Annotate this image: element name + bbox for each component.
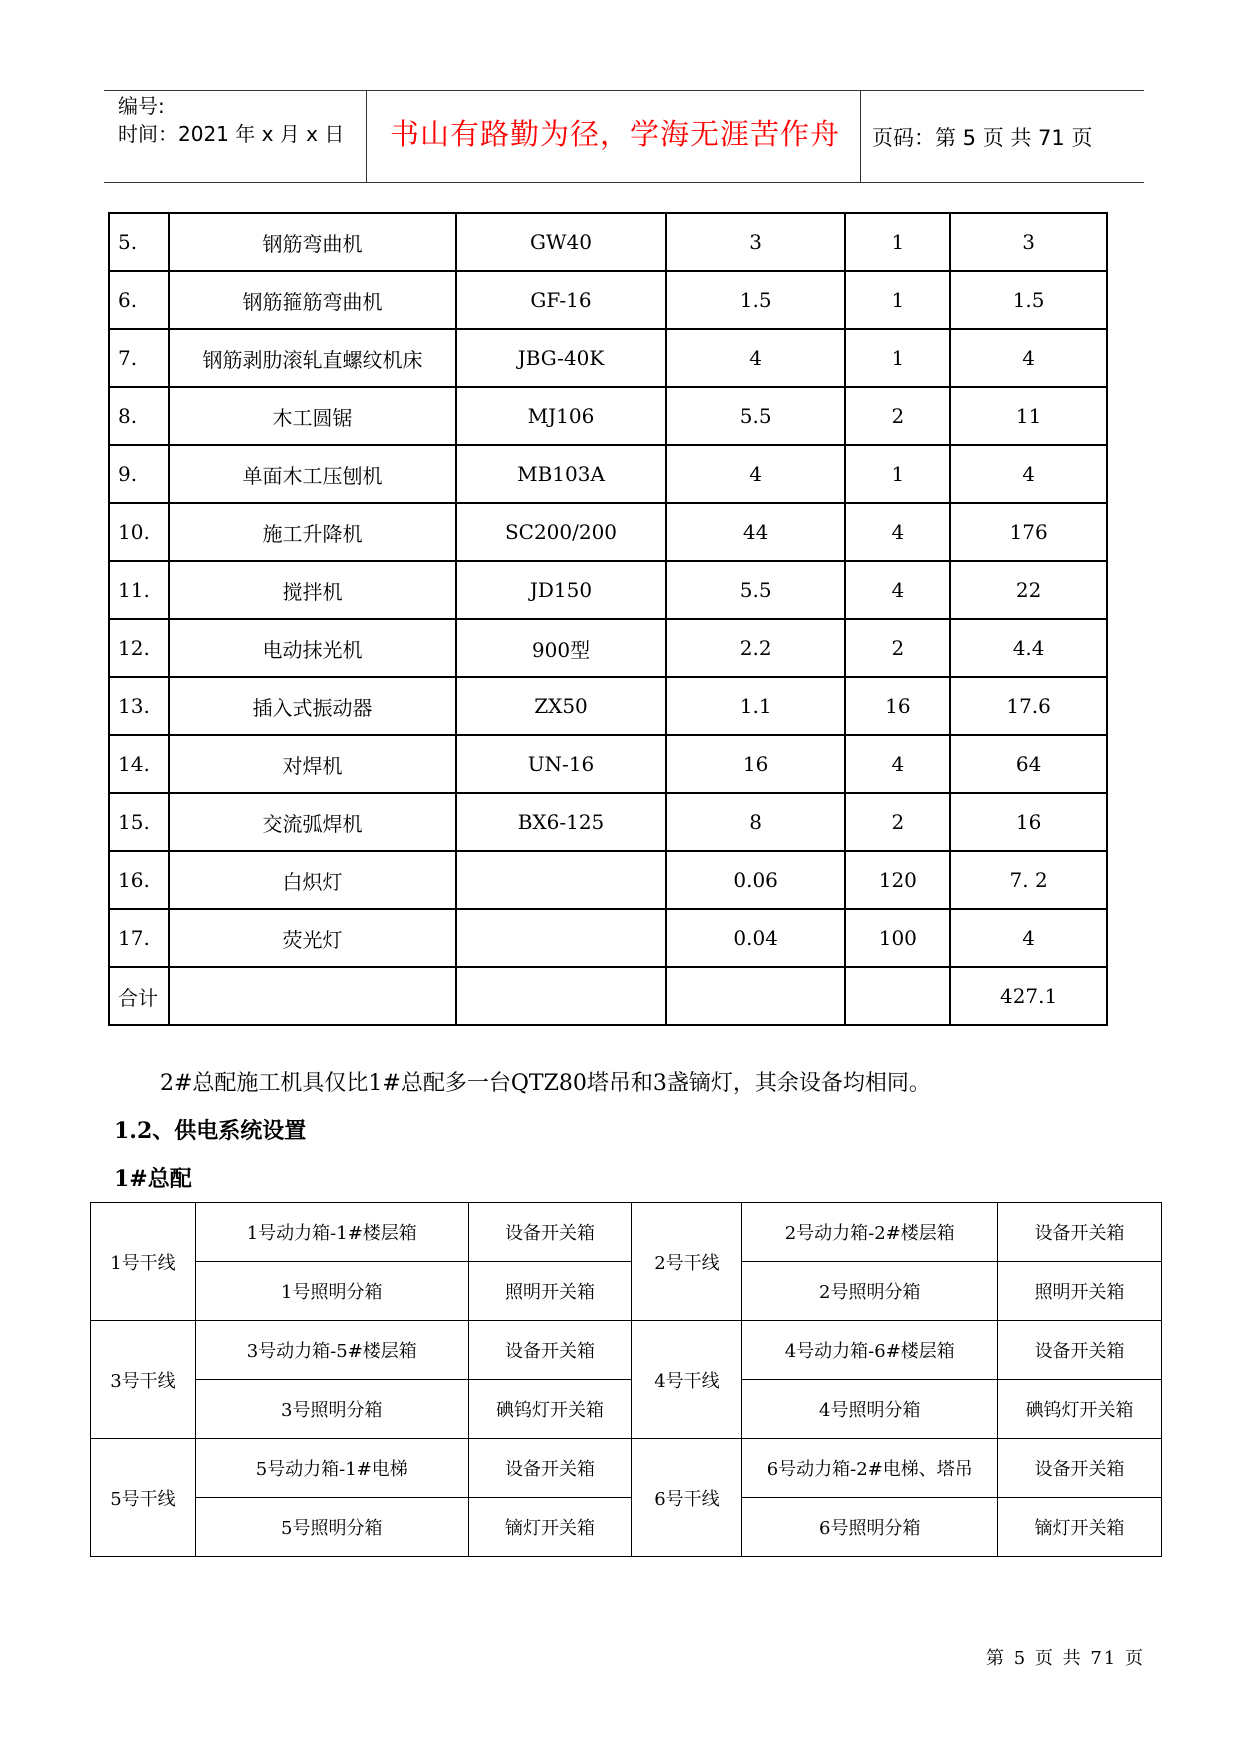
- cell-no: 6.: [109, 271, 169, 329]
- cell-power: 44: [666, 503, 846, 561]
- cell-no: 13.: [109, 677, 169, 735]
- cell-box-b: 6号照明分箱: [742, 1498, 998, 1557]
- table-row: [91, 1203, 1162, 1262]
- subsection-title: 1#总配: [114, 1166, 192, 1192]
- cell-power: [666, 967, 846, 1025]
- cell-sw-b: 照明开关箱: [998, 1262, 1162, 1321]
- cell-no: 9.: [109, 445, 169, 503]
- cell-model: BX6-125: [456, 793, 666, 851]
- cell-qty: 1: [845, 213, 950, 271]
- cell-name: 白炽灯: [169, 851, 456, 909]
- cell-qty: 4: [845, 561, 950, 619]
- cell-qty: 100: [845, 909, 950, 967]
- cell-model: JD150: [456, 561, 666, 619]
- cell-name: 交流弧焊机: [169, 793, 456, 851]
- cell-sw-b: 设备开关箱: [998, 1321, 1162, 1380]
- table-row: [109, 271, 1107, 329]
- cell-name: 木工圆锯: [169, 387, 456, 445]
- cell-name: 搅拌机: [169, 561, 456, 619]
- cell-box-a: 5号照明分箱: [195, 1498, 468, 1557]
- cell-qty: 2: [845, 387, 950, 445]
- cell-power: 0.06: [666, 851, 846, 909]
- cell-sw-a: 设备开关箱: [468, 1321, 632, 1380]
- table-row: [109, 619, 1107, 677]
- equipment-table: [108, 212, 1108, 1026]
- cell-sw-a: 碘钨灯开关箱: [468, 1380, 632, 1439]
- table-row: [109, 967, 1107, 1025]
- cell-power: 16: [666, 735, 846, 793]
- cell-box-b: 2号动力箱-2#楼层箱: [742, 1203, 998, 1262]
- cell-power: 8: [666, 793, 846, 851]
- cell-sw-b: 设备开关箱: [998, 1203, 1162, 1262]
- cell-total: 64: [950, 735, 1107, 793]
- cell-no: 7.: [109, 329, 169, 387]
- cell-qty: 4: [845, 503, 950, 561]
- cell-sw-b: 镝灯开关箱: [998, 1498, 1162, 1557]
- table-row: [109, 445, 1107, 503]
- table-row: [109, 735, 1107, 793]
- cell-total: 7. 2: [950, 851, 1107, 909]
- cell-sw-a: 设备开关箱: [468, 1439, 632, 1498]
- table-row: [109, 503, 1107, 561]
- cell-model: ZX50: [456, 677, 666, 735]
- cell-line-a: 1号干线: [91, 1203, 196, 1321]
- table-row: [109, 793, 1107, 851]
- header-meta: [118, 92, 344, 148]
- cell-total: 16: [950, 793, 1107, 851]
- cell-name: [169, 967, 456, 1025]
- table-row: [109, 909, 1107, 967]
- table-row: [109, 561, 1107, 619]
- cell-qty: 1: [845, 329, 950, 387]
- header-bottom-rule: [104, 182, 1144, 183]
- table-row: [109, 213, 1107, 271]
- equipment-note: 2#总配施工机具仅比1#总配多一台QTZ80塔吊和3盏镝灯，其余设备均相同。: [160, 1071, 931, 1096]
- cell-no: 10.: [109, 503, 169, 561]
- cell-no: 8.: [109, 387, 169, 445]
- cell-total: 4: [950, 445, 1107, 503]
- cell-name: 钢筋剥肋滚轧直螺纹机床: [169, 329, 456, 387]
- cell-total: 427.1: [950, 967, 1107, 1025]
- cell-power: 5.5: [666, 387, 846, 445]
- cell-total: 176: [950, 503, 1107, 561]
- cell-line-b: 6号干线: [632, 1439, 742, 1557]
- cell-no: 17.: [109, 909, 169, 967]
- cell-box-b: 2号照明分箱: [742, 1262, 998, 1321]
- cell-name: 施工升降机: [169, 503, 456, 561]
- header-top-rule: [104, 90, 1144, 91]
- table-row: [91, 1439, 1162, 1498]
- cell-sw-a: 镝灯开关箱: [468, 1498, 632, 1557]
- table-row: [91, 1380, 1162, 1439]
- header-divider-right: [860, 90, 861, 182]
- cell-qty: 1: [845, 445, 950, 503]
- table-row: [91, 1262, 1162, 1321]
- cell-box-a: 1号动力箱-1#楼层箱: [195, 1203, 468, 1262]
- cell-power: 2.2: [666, 619, 846, 677]
- cell-no: 14.: [109, 735, 169, 793]
- cell-no: 12.: [109, 619, 169, 677]
- header-slogan: 书山有路勤为径，学海无涯苦作舟: [389, 117, 840, 151]
- cell-total: 17.6: [950, 677, 1107, 735]
- cell-qty: 2: [845, 619, 950, 677]
- table-row: [109, 677, 1107, 735]
- cell-sw-b: 设备开关箱: [998, 1439, 1162, 1498]
- cell-name: 电动抹光机: [169, 619, 456, 677]
- cell-sw-a: 照明开关箱: [468, 1262, 632, 1321]
- cell-power: 0.04: [666, 909, 846, 967]
- cell-power: 4: [666, 329, 846, 387]
- cell-name: 钢筋弯曲机: [169, 213, 456, 271]
- cell-model: 900型: [456, 619, 666, 677]
- cell-box-a: 3号照明分箱: [195, 1380, 468, 1439]
- cell-box-b: 4号动力箱-6#楼层箱: [742, 1321, 998, 1380]
- header-page-label: 页码：第 5 页 共 71 页: [872, 126, 1093, 150]
- cell-model: SC200/200: [456, 503, 666, 561]
- section-title: 1.2、供电系统设置: [114, 1118, 307, 1144]
- cell-model: [456, 909, 666, 967]
- cell-box-a: 5号动力箱-1#电梯: [195, 1439, 468, 1498]
- document-time-label: 时间：2021 年 x 月 x 日: [118, 122, 345, 146]
- table-row: [109, 329, 1107, 387]
- cell-model: UN-16: [456, 735, 666, 793]
- cell-qty: 2: [845, 793, 950, 851]
- page-footer: 第 5 页 共 71 页: [986, 1648, 1145, 1669]
- cell-total: 1.5: [950, 271, 1107, 329]
- cell-line-b: 2号干线: [632, 1203, 742, 1321]
- cell-no: 15.: [109, 793, 169, 851]
- table-row: [91, 1321, 1162, 1380]
- cell-model: JBG-40K: [456, 329, 666, 387]
- cell-model: GF-16: [456, 271, 666, 329]
- cell-qty: 120: [845, 851, 950, 909]
- cell-total: 4: [950, 329, 1107, 387]
- cell-no: 5.: [109, 213, 169, 271]
- table-row: [109, 851, 1107, 909]
- power-supply-table: [90, 1202, 1162, 1557]
- cell-power: 1.5: [666, 271, 846, 329]
- header-divider-left: [366, 90, 367, 182]
- document-number-label: 编号:: [118, 94, 165, 118]
- cell-total: 11: [950, 387, 1107, 445]
- cell-no: 合计: [109, 967, 169, 1025]
- cell-total: 4: [950, 909, 1107, 967]
- cell-total: 4.4: [950, 619, 1107, 677]
- cell-model: MB103A: [456, 445, 666, 503]
- cell-line-a: 5号干线: [91, 1439, 196, 1557]
- cell-total: 22: [950, 561, 1107, 619]
- cell-box-b: 4号照明分箱: [742, 1380, 998, 1439]
- table-row: [91, 1498, 1162, 1557]
- cell-line-a: 3号干线: [91, 1321, 196, 1439]
- cell-model: MJ106: [456, 387, 666, 445]
- cell-name: 插入式振动器: [169, 677, 456, 735]
- cell-qty: [845, 967, 950, 1025]
- table-row: [109, 387, 1107, 445]
- cell-line-b: 4号干线: [632, 1321, 742, 1439]
- cell-power: 3: [666, 213, 846, 271]
- cell-name: 钢筋箍筋弯曲机: [169, 271, 456, 329]
- cell-power: 1.1: [666, 677, 846, 735]
- cell-box-a: 3号动力箱-5#楼层箱: [195, 1321, 468, 1380]
- cell-name: 对焊机: [169, 735, 456, 793]
- cell-qty: 4: [845, 735, 950, 793]
- cell-name: 单面木工压刨机: [169, 445, 456, 503]
- cell-qty: 16: [845, 677, 950, 735]
- cell-box-b: 6号动力箱-2#电梯、塔吊: [742, 1439, 998, 1498]
- cell-total: 3: [950, 213, 1107, 271]
- cell-qty: 1: [845, 271, 950, 329]
- cell-name: 荧光灯: [169, 909, 456, 967]
- cell-model: [456, 851, 666, 909]
- cell-sw-b: 碘钨灯开关箱: [998, 1380, 1162, 1439]
- cell-power: 4: [666, 445, 846, 503]
- cell-model: [456, 967, 666, 1025]
- cell-no: 16.: [109, 851, 169, 909]
- cell-model: GW40: [456, 213, 666, 271]
- cell-box-a: 1号照明分箱: [195, 1262, 468, 1321]
- cell-sw-a: 设备开关箱: [468, 1203, 632, 1262]
- cell-no: 11.: [109, 561, 169, 619]
- cell-power: 5.5: [666, 561, 846, 619]
